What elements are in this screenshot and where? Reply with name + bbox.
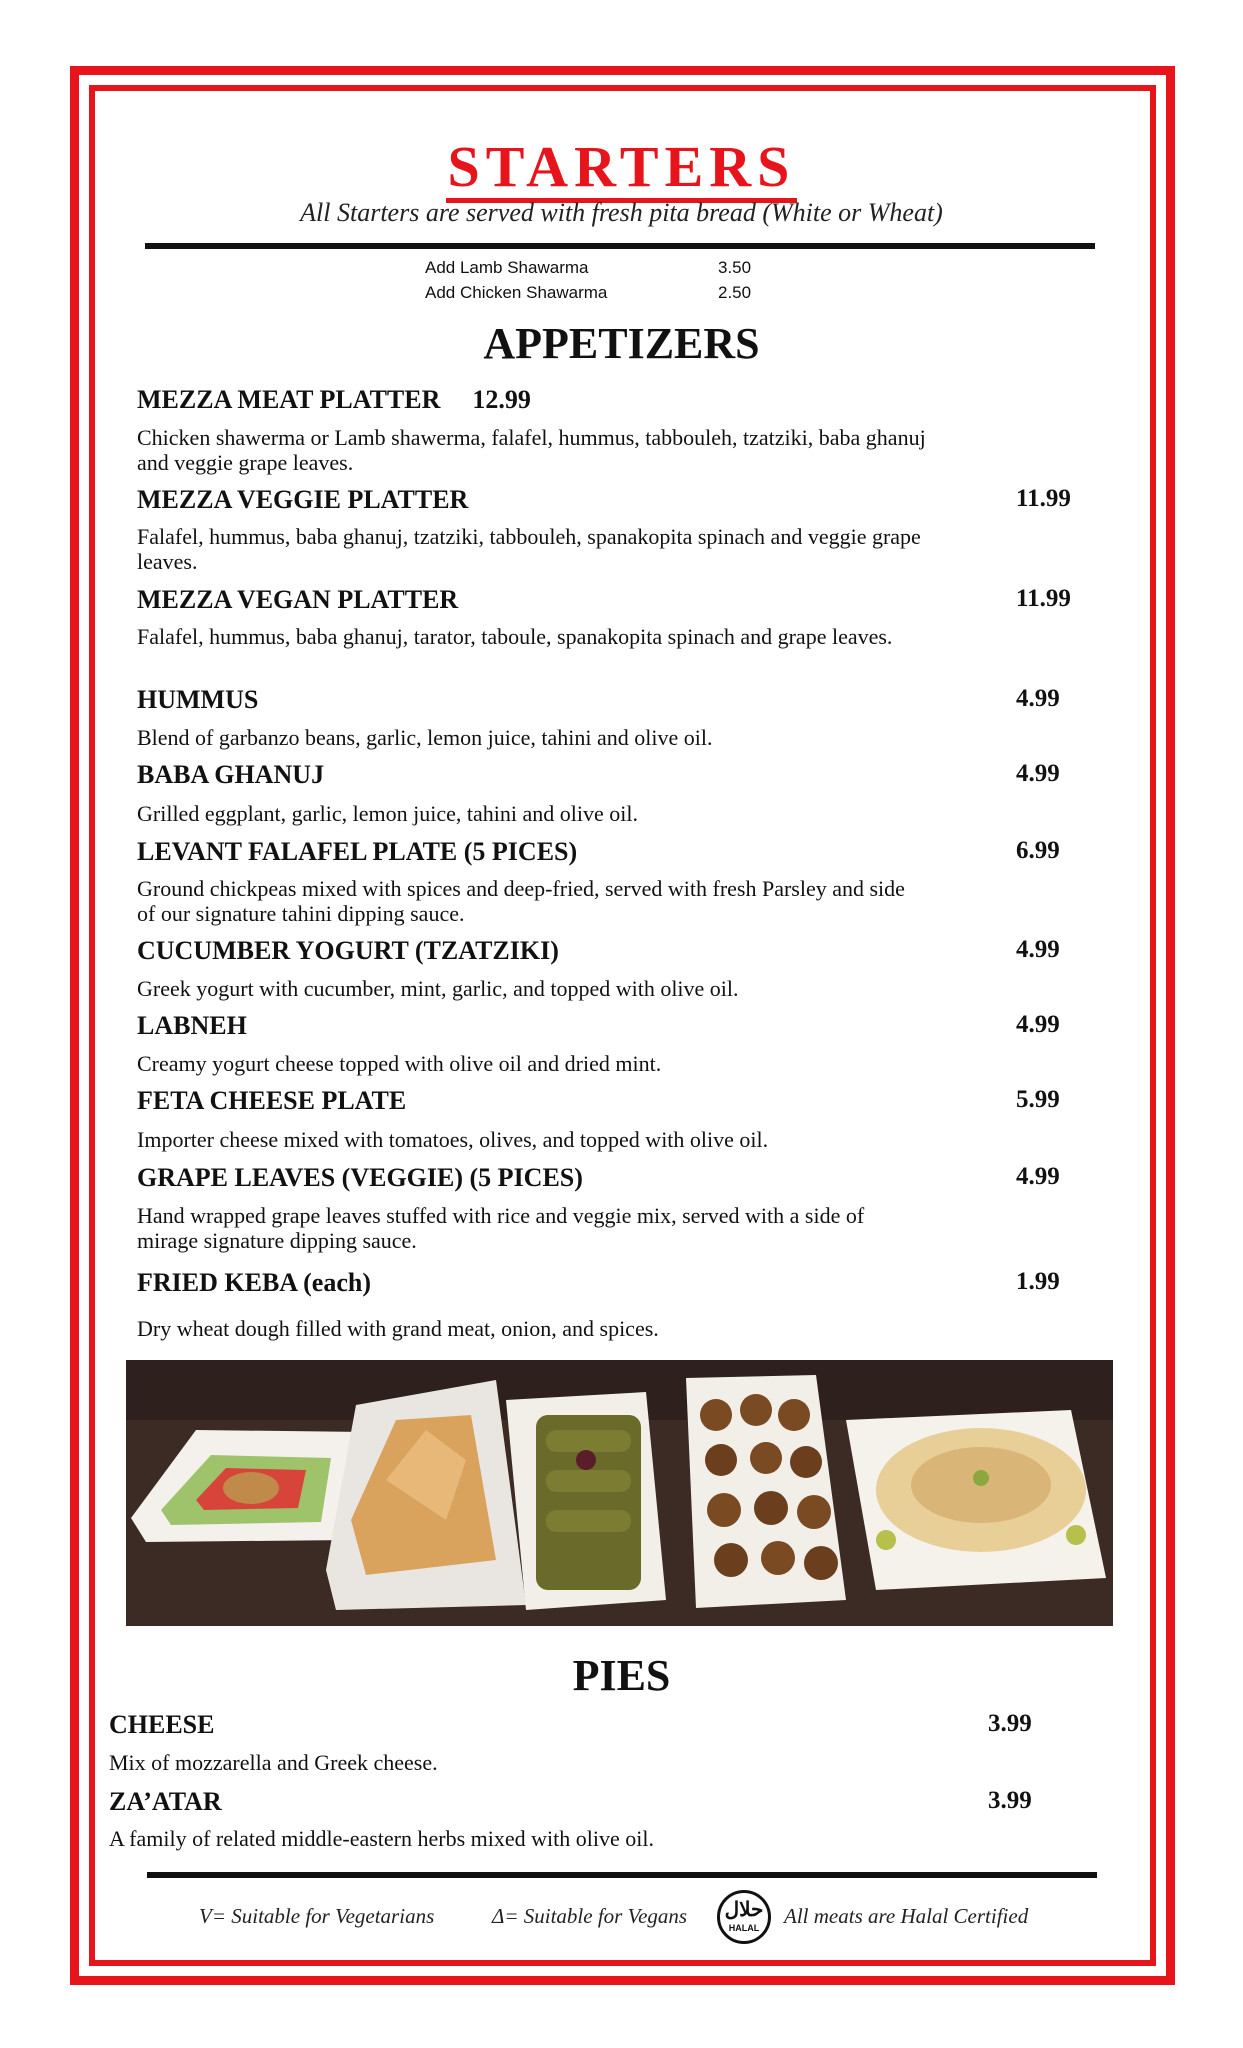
menu-item-price: 5.99: [1016, 1086, 1060, 1113]
starters-subtitle: All Starters are served with fresh pita bread (White or Wheat): [300, 198, 943, 227]
menu-item-price: 4.99: [1016, 1011, 1060, 1038]
starters-title: STARTERS: [0, 133, 1243, 203]
menu-item-name: MEZZA MEAT PLATTER 12.99: [137, 385, 531, 414]
menu-item-name: MEZZA VEGAN PLATTER: [137, 585, 459, 614]
header-divider: [145, 243, 1095, 249]
menu-item-name: FETA CHEESE PLATE: [137, 1086, 407, 1115]
menu-item-desc: Dry wheat dough filled with grand meat, onion, and spices.: [137, 1316, 659, 1341]
menu-item-name: HUMMUS: [137, 685, 259, 714]
halal-logo-arabic: حلال: [724, 1899, 764, 1921]
pie-item-desc: Mix of mozzarella and Greek cheese.: [109, 1750, 438, 1775]
appetizer-platter-image: [126, 1360, 1113, 1626]
pie-item-price: 3.99: [988, 1710, 1032, 1737]
menu-item-name: CUCUMBER YOGURT (TZATZIKI): [137, 936, 559, 965]
pie-item-name: ZA’ATAR: [109, 1787, 222, 1816]
addon-label: Add Chicken Shawarma: [425, 283, 608, 302]
menu-item-price: 11.99: [1016, 585, 1071, 612]
menu-item-desc: Blend of garbanzo beans, garlic, lemon juice, tahini and olive oil.: [137, 725, 713, 750]
halal-note: All meats are Halal Certified: [784, 1904, 1029, 1928]
appetizers-title: APPETIZERS: [483, 319, 760, 368]
menu-item-name: FRIED KEBA (each): [137, 1268, 371, 1297]
menu-item-name: BABA GHANUJ: [137, 760, 325, 789]
menu-item-desc: Creamy yogurt cheese topped with olive oil and dried mint.: [137, 1051, 662, 1076]
menu-item-name: LEVANT FALAFEL PLATE (5 PICES): [137, 837, 578, 866]
menu-item-desc: Falafel, hummus, baba ghanuj, tzatziki, tabbouleh, spanakopita spinach and veggie grape leaves.: [137, 524, 921, 574]
menu-item-price: 1.99: [1016, 1268, 1060, 1295]
menu-item-name: LABNEH: [137, 1011, 247, 1040]
menu-item-name: GRAPE LEAVES (VEGGIE) (5 PICES): [137, 1163, 583, 1192]
addon-row: [425, 258, 765, 283]
vegetarian-legend: V= Suitable for Vegetarians: [199, 1904, 435, 1928]
addon-label: Add Lamb Shawarma: [425, 258, 589, 277]
addons-list: [425, 258, 765, 308]
vegan-legend: Δ= Suitable for Vegans: [492, 1904, 688, 1928]
menu-item-price: 4.99: [1016, 936, 1060, 963]
pie-item-price: 3.99: [988, 1787, 1032, 1814]
menu-item-desc: Hand wrapped grape leaves stuffed with rice and veggie mix, served with a side of mirage signature dipping sauce.: [137, 1203, 865, 1253]
menu-item-price: 12.99: [472, 385, 531, 414]
menu-item-desc: Importer cheese mixed with tomatoes, olives, and topped with olive oil.: [137, 1127, 769, 1152]
appetizer-platter-photo: [126, 1360, 1113, 1626]
halal-logo-english: HALAL: [728, 1923, 760, 1933]
footer-divider: [147, 1872, 1097, 1878]
menu-item-price: 4.99: [1016, 685, 1060, 712]
addon-price: 3.50: [718, 258, 752, 277]
pie-item-desc: A family of related middle-eastern herbs mixed with olive oil.: [109, 1826, 654, 1851]
menu-item-desc: Falafel, hummus, baba ghanuj, tarator, taboule, spanakopita spinach and grape leaves.: [137, 624, 893, 649]
menu-item-price: 6.99: [1016, 837, 1060, 864]
addon-row: [425, 283, 765, 308]
halal-certified-icon: [717, 1890, 771, 1944]
menu-item-desc: Chicken shawerma or Lamb shawerma, falafel, hummus, tabbouleh, tzatziki, baba ghanuj and veggie grape leaves.: [137, 425, 926, 475]
pies-title: PIES: [572, 1651, 671, 1700]
menu-item-desc: Grilled eggplant, garlic, lemon juice, tahini and olive oil.: [137, 801, 638, 826]
addon-price: 2.50: [718, 283, 752, 302]
menu-item-price: 4.99: [1016, 760, 1060, 787]
menu-item-price: 4.99: [1016, 1163, 1060, 1190]
pie-item-name: CHEESE: [109, 1710, 215, 1739]
menu-item-desc: Ground chickpeas mixed with spices and deep-fried, served with fresh Parsley and side of our signature tahini dipping sauce.: [137, 876, 905, 926]
menu-item-desc: Greek yogurt with cucumber, mint, garlic, and topped with olive oil.: [137, 976, 739, 1001]
menu-item-name: MEZZA VEGGIE PLATTER: [137, 485, 469, 514]
menu-item-price: 11.99: [1016, 485, 1071, 512]
